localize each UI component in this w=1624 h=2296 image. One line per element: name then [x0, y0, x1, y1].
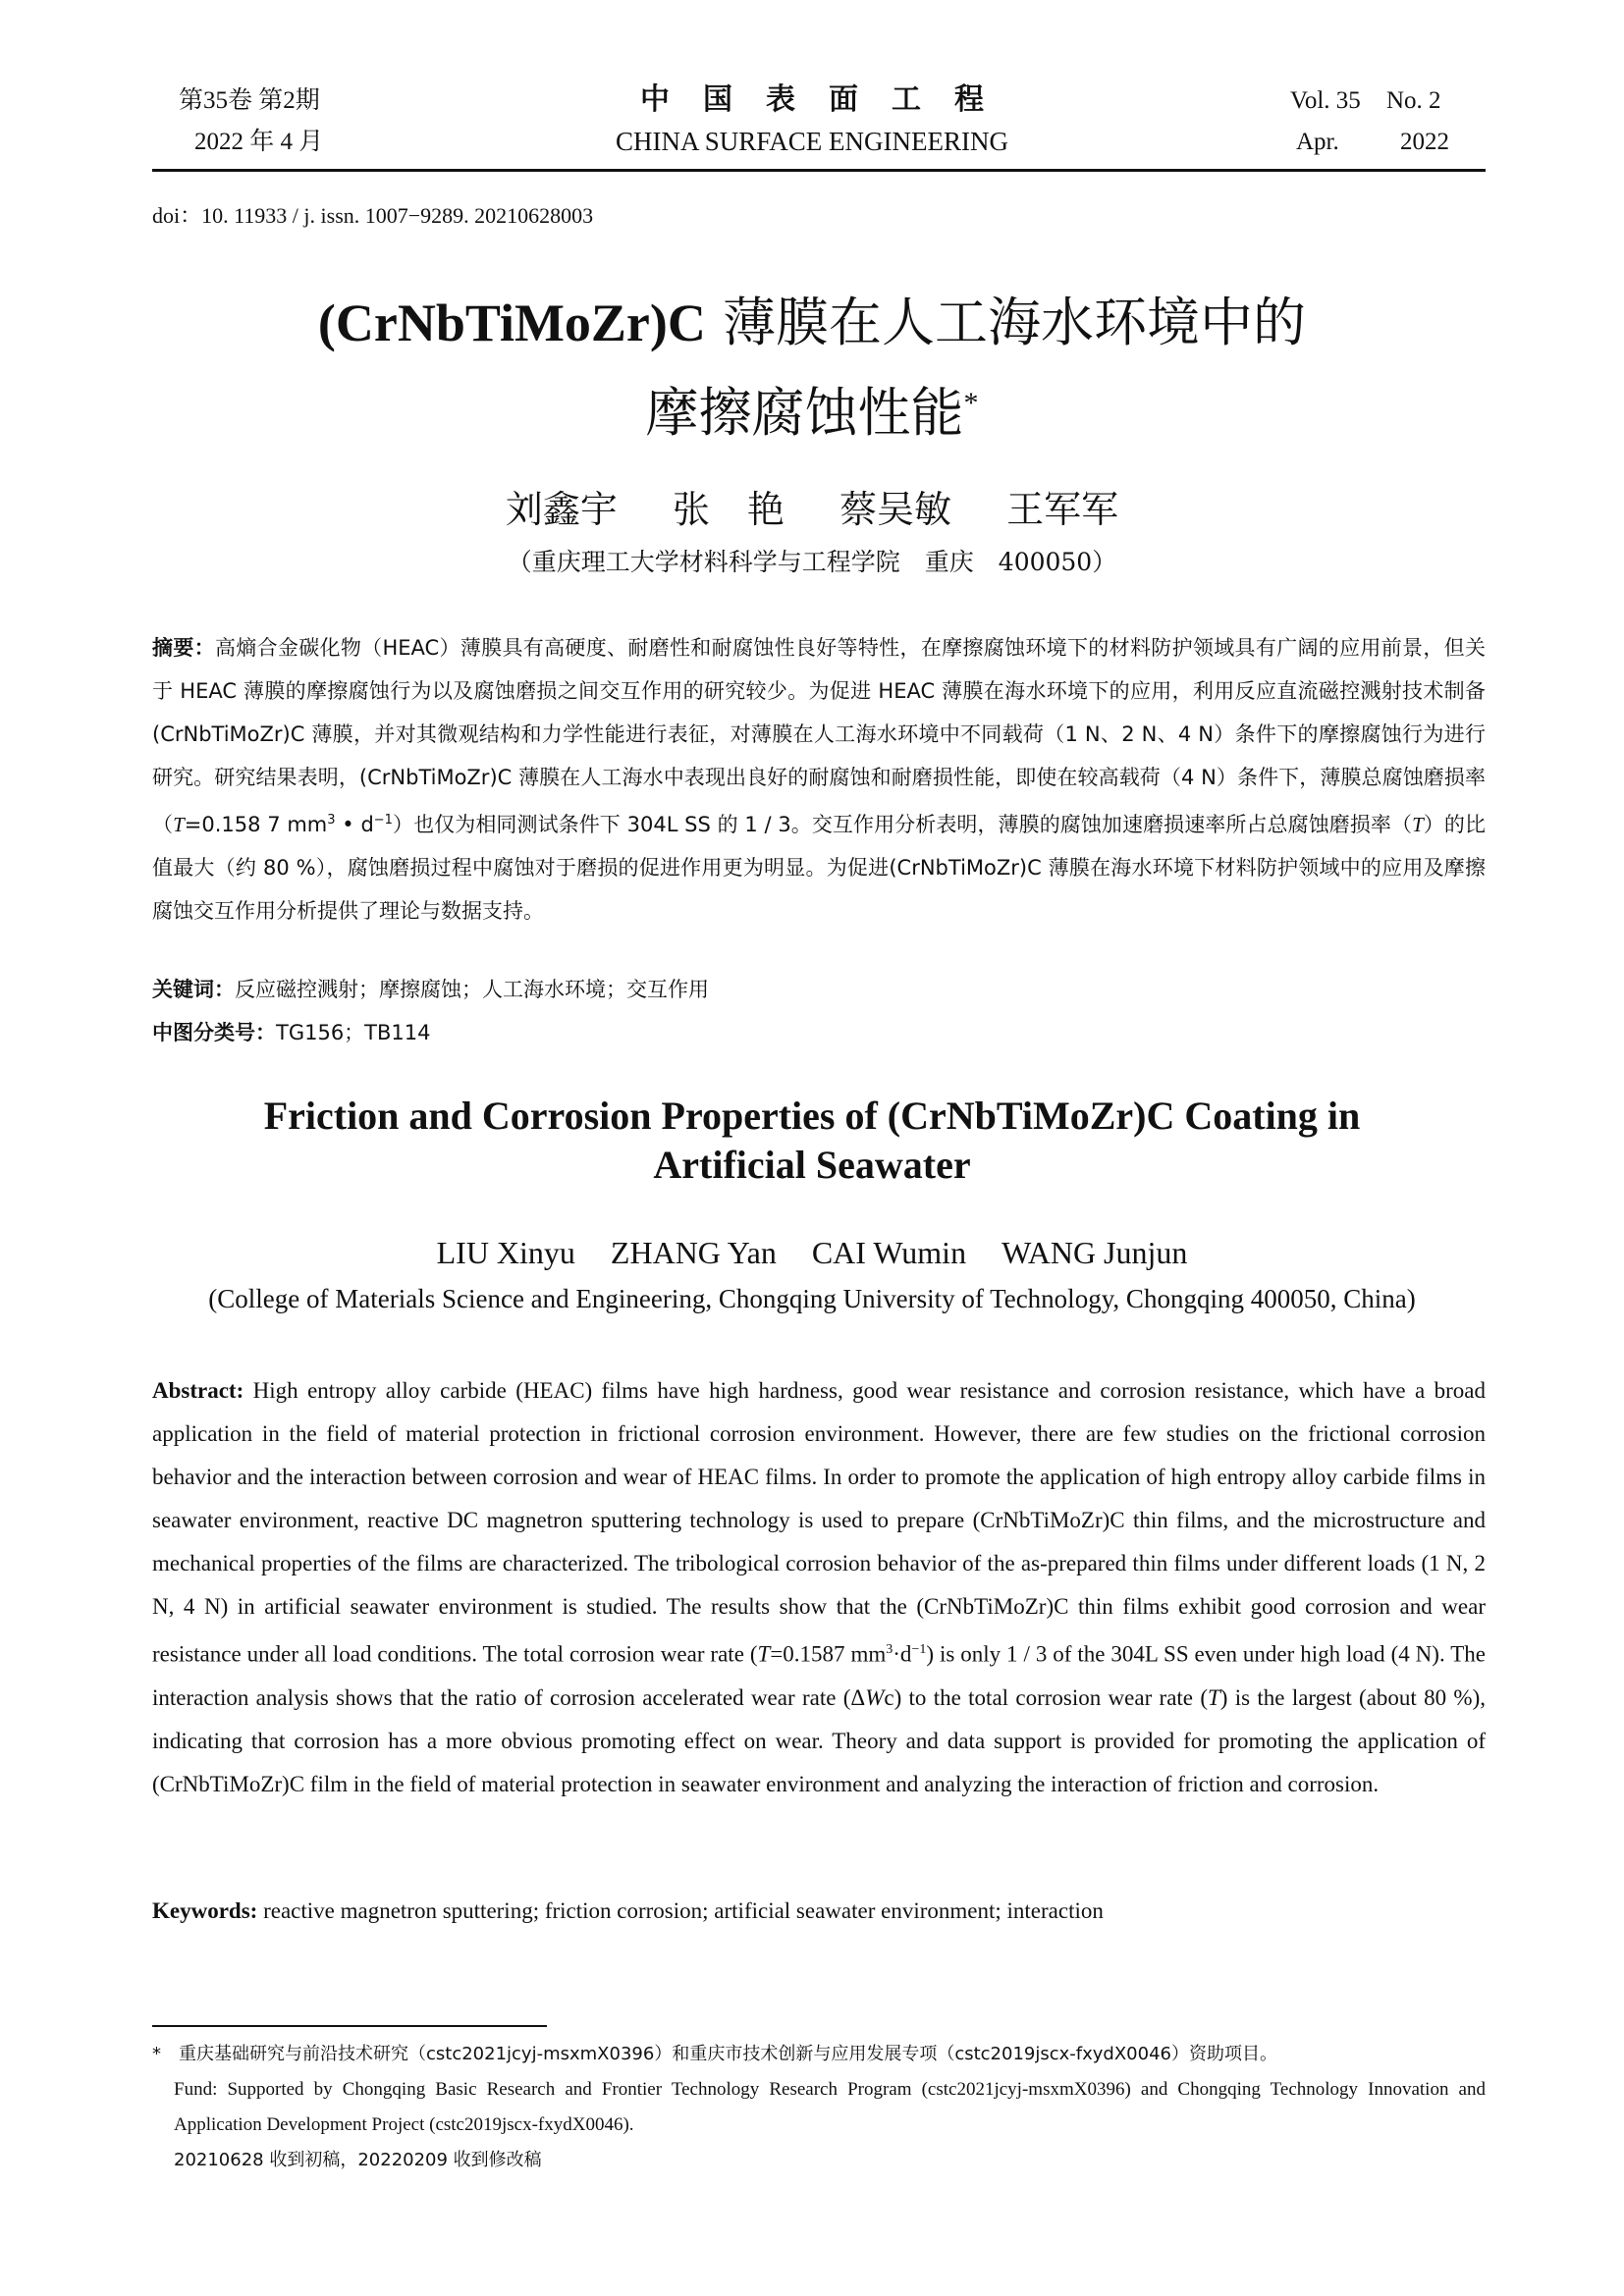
en-authors: [0, 1235, 1624, 1271]
footnote-rule: [152, 2025, 547, 2027]
cn-title-formula: (CrNbTiMoZr)C: [317, 294, 706, 352]
cn-title-footnote-mark: *: [963, 387, 979, 419]
footnotes: [152, 2037, 1486, 2178]
cn-abstract-label: 摘要：: [152, 636, 215, 660]
cn-abstract: 摘要：高熵合金碳化物（HEAC）薄膜具有高硬度、耐磨性和耐腐蚀性良好等特性，在摩擦腐蚀环境下的材料防护领域具有广阔的应用前景，但关于 HEAC 薄膜的摩擦腐蚀行为以及腐蚀磨损之间交互作用的研究较少。为促进 HEAC 薄膜在海水环境下的应用，利用反应直流磁控溅射技术制备(CrNbTiMoZr)C 薄膜，并对其微观结构和力学性能进行表征，对薄膜在人工海水环境中不同载荷（1 N、2 N、4 N）条件下的摩擦腐蚀行为进行研究。研究结果表明，(CrNbTiMoZr)C 薄膜在人工海水中表现出良好的耐腐蚀和耐磨损性能，即使在较高载荷（4 N）条件下，薄膜总腐蚀磨损率（T=0.158 7 $mm^3$ • $d^{-1}$）也仅为相同测试条件下 304L SS 的 1 / 3。交互作用分析表明，薄膜的腐蚀加速磨损速率所占总腐蚀磨损率（T）的比值最大（约 80 %），腐蚀磨损过程中腐蚀对于磨损的促进作用更为明显。为促进(CrNbTiMoZr)C 薄膜在海水环境下材料防护领域中的应用及摩擦腐蚀交互作用分析提供了理论与数据支持。: [152, 636, 1487, 923]
date-cn: 2022 年 4 月: [194, 129, 324, 155]
doi: doi：10. 11933 / j. issn. 1007−9289. 20210628003: [152, 203, 594, 228]
cn-author: 张 艳: [672, 488, 785, 531]
cn-author: 蔡吴敏: [839, 488, 952, 531]
cn-title-text: 薄膜在人工海水环境中的: [705, 292, 1307, 353]
journal-name-cn: 中国表面工程: [640, 82, 1017, 117]
cn-affiliation: （重庆理工大学材料科学与工程学院 重庆 400050）: [507, 548, 1117, 576]
cn-classification: 中图分类号：TG156；TB114: [152, 1021, 431, 1044]
en-author: LIU Xinyu: [436, 1235, 575, 1270]
cn-clc-label: 中图分类号：: [152, 1021, 276, 1044]
fund-note-cn: * 重庆基础研究与前沿技术研究（cstc2021jcyj-msxmX0396）和重庆市技术创新与应用发展专项（cstc2019jscx-fxydX0046）资助项目。: [152, 2044, 1277, 2064]
cn-authors: [0, 479, 1624, 533]
cn-author: 王军军: [1006, 488, 1119, 531]
header-rule: [152, 169, 1486, 172]
cn-keywords: 关键词：反应磁控溅射；摩擦腐蚀；人工海水环境；交互作用: [152, 978, 709, 1001]
header-right: [1290, 80, 1449, 163]
cn-title-line2: 摩擦腐蚀性能: [645, 382, 964, 444]
volume: Vol. 35: [1290, 87, 1361, 114]
en-author: ZHANG Yan: [610, 1235, 777, 1270]
en-abstract-label: Abstract:: [152, 1378, 244, 1403]
journal-name-en: CHINA SURFACE ENGINEERING: [615, 127, 1008, 156]
en-affiliation: (College of Materials Science and Engineering, Chongqing University of Technology, Chongqing 400050, China): [208, 1284, 1416, 1313]
en-title: Friction and Corrosion Properties of (CrNbTiMoZr)C Coating in Artificial Seawater: [263, 1094, 1361, 1187]
received-dates: 20210628 收到初稿，20220209 收到修改稿: [174, 2150, 542, 2170]
en-author: WANG Junjun: [1001, 1235, 1188, 1270]
en-keywords: Keywords: reactive magnetron sputtering; friction corrosion; artificial seawater environment; interaction: [152, 1898, 1104, 1923]
number: No. 2: [1386, 87, 1441, 114]
en-author: CAI Wumin: [811, 1235, 967, 1270]
en-keywords-label: Keywords:: [152, 1898, 258, 1923]
fund-note-en: Fund: Supported by Chongqing Basic Research and Frontier Technology Research Program (cstc2021jcyj-msxmX0396) and Chongqing Technology Innovation and Application Development Project (cstc2019jscx-fxydX0046).: [174, 2079, 1486, 2135]
cn-title: [0, 283, 1624, 454]
month: Apr.: [1296, 129, 1339, 155]
cn-author: 刘鑫宇: [505, 488, 618, 531]
en-abstract: Abstract: High entropy alloy carbide (HEAC) films have high hardness, good wear resistance and corrosion resistance, which have a broad application in the field of material protection in frictional corrosion environment. However, there are few studies on the frictional corrosion behavior and the interaction between corrosion and wear of HEAC films. In order to promote the application of high entropy alloy carbide films in seawater environment, reactive DC magnetron sputtering technology is used to prepare (CrNbTiMoZr)C thin films, and the microstructure and mechanical properties of the films are characterized. The tribological corrosion behavior of the as-prepared thin films under different loads (1 N, 2 N, 4 N) in artificial seawater environment is studied. The results show that the (CrNbTiMoZr)C thin films exhibit good corrosion and wear resistance under all load conditions. The total corrosion wear rate (T=0.1587 $mm^3\cdot d^{-1}$) is only 1 / 3 of the 304L SS even under high load (4 N). The interaction analysis shows that the ratio of corrosion accelerated wear rate (ΔWc) to the total corrosion wear rate (T) is the largest (about 80 %), indicating that corrosion has a more obvious promoting effect on wear. Theory and data support is provided for promoting the application of (CrNbTiMoZr)C film in the field of material protection in seawater environment and analyzing the interaction of friction and corrosion.: [152, 1378, 1486, 1796]
year: 2022: [1400, 129, 1449, 155]
issue-cn: 第35卷 第2期: [179, 87, 320, 114]
cn-keywords-label: 关键词：: [152, 978, 235, 1001]
